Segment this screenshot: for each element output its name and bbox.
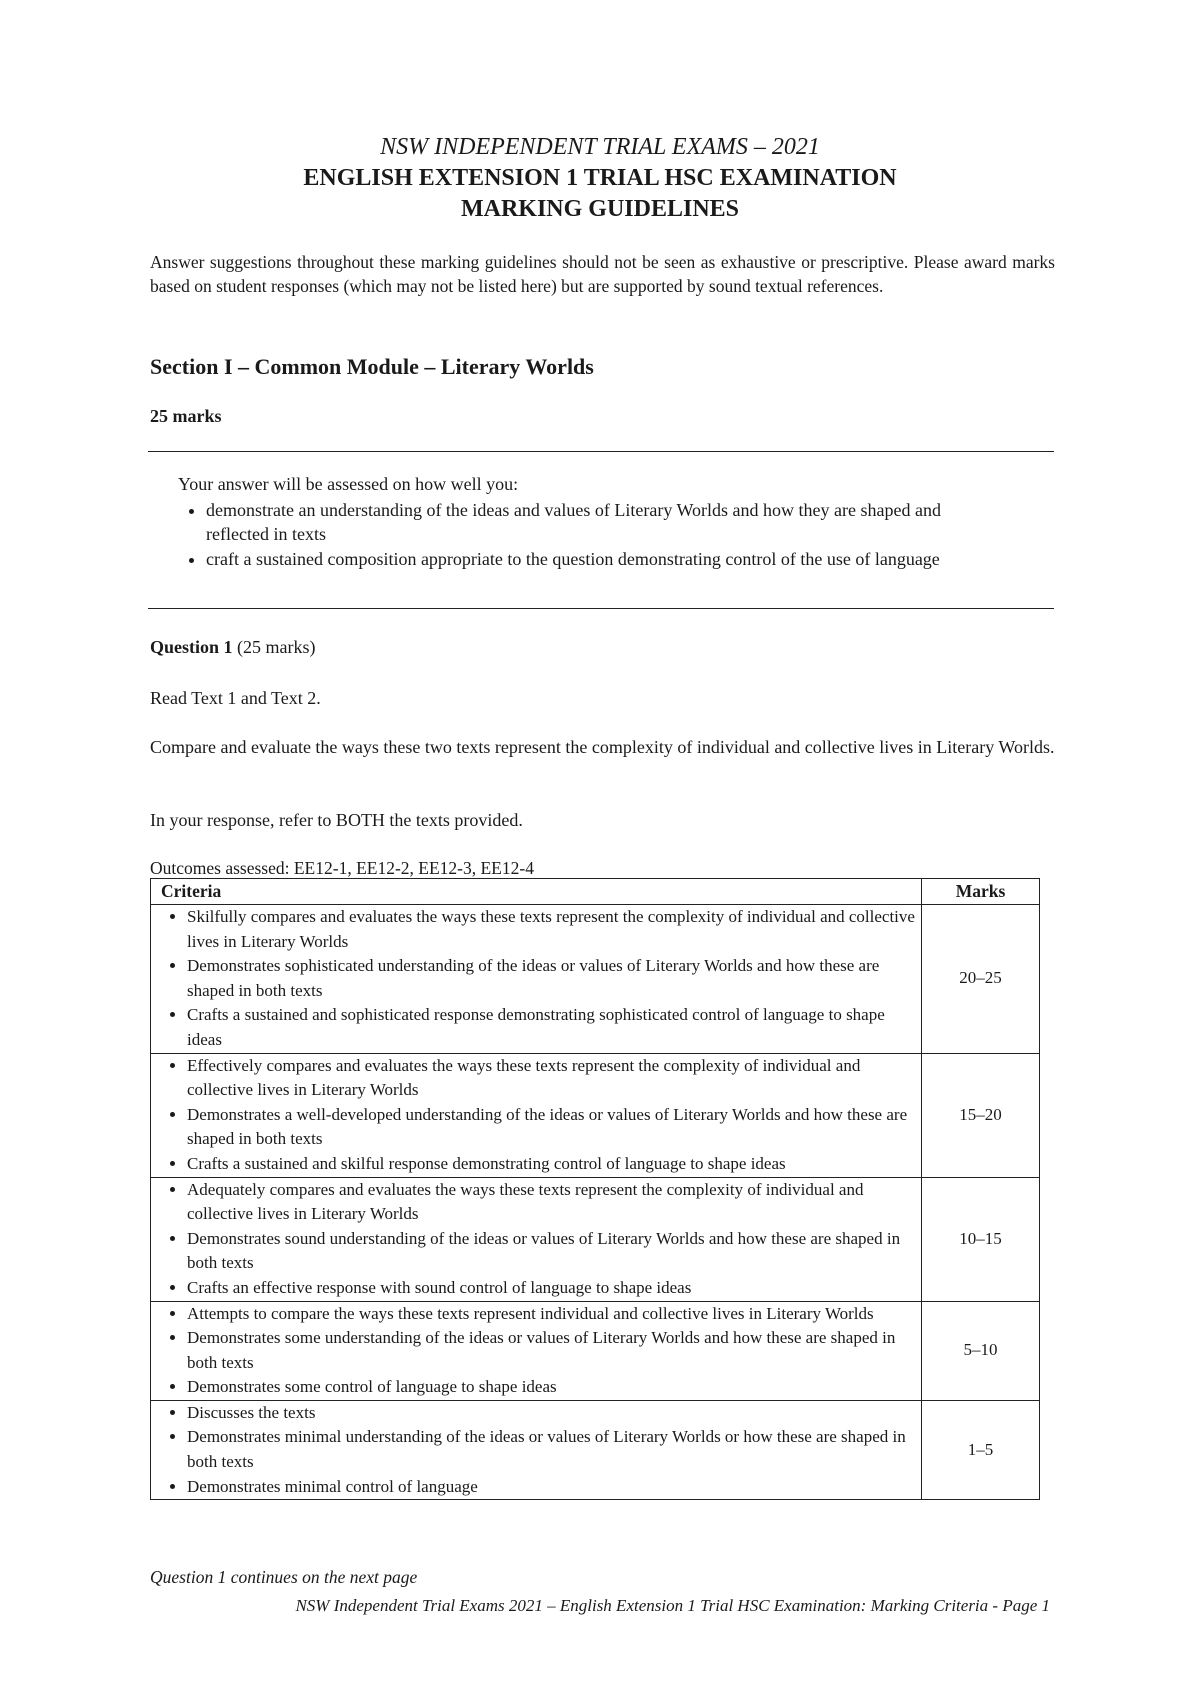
criterion: • Demonstrates some understanding of the ideas or values of Literary Worlds and how these are shaped in both texts — [187, 1326, 917, 1375]
marks-cell: 20–25 — [922, 905, 1040, 1054]
criterion: • Crafts a sustained and sophisticated response demonstrating sophisticated control of language to shape ideas — [187, 1003, 917, 1052]
divider-top — [148, 451, 1054, 452]
table-row — [151, 1400, 1040, 1499]
intro-paragraph: Answer suggestions throughout these marking guidelines should not be seen as exhaustive or prescriptive. Please award marks based on student responses (which may not be listed here) but are supported by sound textual references. — [150, 252, 1055, 296]
criterion: • Demonstrates a well-developed understanding of the ideas or values of Literary Worlds and how these are shaped in both texts — [187, 1103, 917, 1152]
header-course-title: ENGLISH EXTENSION 1 TRIAL HSC EXAMINATION — [303, 165, 897, 191]
criterion: • Adequately compares and evaluates the ways these texts represent the complexity of individual and collective lives in Literary Worlds — [187, 1178, 917, 1227]
marks-cell: 5–10 — [922, 1301, 1040, 1400]
page-footer: NSW Independent Trial Exams 2021 – English Extension 1 Trial HSC Examination: Marking Criteria - Page 1 — [295, 1596, 1050, 1615]
criteria-cell — [151, 1177, 922, 1301]
question-marks: (25 marks) — [237, 637, 316, 657]
divider-bottom — [148, 608, 1054, 609]
table-row — [151, 1177, 1040, 1301]
column-header-marks: Marks — [922, 879, 1040, 905]
question-number: Question 1 — [150, 637, 233, 657]
criterion: • Demonstrates minimal understanding of the ideas or values of Literary Worlds or how these are shaped in both texts — [187, 1425, 917, 1474]
criterion: • Effectively compares and evaluates the ways these texts represent the complexity of individual and collective lives in Literary Worlds — [187, 1054, 917, 1103]
header-guidelines-title: MARKING GUIDELINES — [460, 196, 740, 222]
assessment-item: • demonstrate an understanding of the ideas and values of Literary Worlds and how they are shaped and reflected in texts — [206, 498, 998, 546]
assessment-item: • craft a sustained composition appropriate to the question demonstrating control of the use of language — [206, 547, 998, 571]
question-label — [150, 637, 316, 658]
criteria-cell — [151, 905, 922, 1054]
table-row — [151, 1301, 1040, 1400]
assessment-lead: Your answer will be assessed on how well you: — [178, 474, 519, 494]
question-prompt: Compare and evaluate the ways these two texts represent the complexity of individual and collective lives in Literary Worlds. — [150, 737, 1055, 757]
assessment-list — [178, 498, 998, 571]
question-response-note: In your response, refer to BOTH the texts provided. — [150, 810, 523, 830]
criterion: • Demonstrates sophisticated understanding of the ideas or values of Literary Worlds and how these are shaped in both texts — [187, 954, 917, 1003]
table-row — [151, 905, 1040, 1054]
criterion: • Attempts to compare the ways these texts represent individual and collective lives in Literary Worlds — [187, 1302, 917, 1327]
criterion: • Discusses the texts — [187, 1401, 917, 1426]
criterion: • Demonstrates some control of language to shape ideas — [187, 1375, 917, 1400]
table-header-row — [151, 879, 1040, 905]
marks-cell: 1–5 — [922, 1400, 1040, 1499]
criterion: • Demonstrates minimal control of language — [187, 1475, 917, 1500]
column-header-criteria: Criteria — [151, 879, 922, 905]
continues-note: Question 1 continues on the next page — [150, 1567, 418, 1587]
criterion: • Skilfully compares and evaluates the ways these texts represent the complexity of individual and collective lives in Literary Worlds — [187, 905, 917, 954]
marks-cell: 10–15 — [922, 1177, 1040, 1301]
criterion: • Demonstrates sound understanding of the ideas or values of Literary Worlds and how these are shaped in both texts — [187, 1227, 917, 1276]
table-row — [151, 1053, 1040, 1177]
section-title: Section I – Common Module – Literary Worlds — [150, 354, 594, 379]
criteria-cell — [151, 1301, 922, 1400]
marking-criteria-table — [150, 878, 1040, 1500]
criteria-cell — [151, 1053, 922, 1177]
criteria-cell — [151, 1400, 922, 1499]
section-marks: 25 marks — [150, 406, 222, 426]
header-exam-title: NSW INDEPENDENT TRIAL EXAMS – 2021 — [380, 134, 820, 160]
criterion: • Crafts a sustained and skilful response demonstrating control of language to shape ideas — [187, 1152, 917, 1177]
outcomes-assessed: Outcomes assessed: EE12-1, EE12-2, EE12-3, EE12-4 — [150, 858, 534, 878]
marks-cell: 15–20 — [922, 1053, 1040, 1177]
criterion: • Crafts an effective response with sound control of language to shape ideas — [187, 1276, 917, 1301]
assessment-box — [178, 472, 998, 572]
question-read: Read Text 1 and Text 2. — [150, 688, 321, 708]
